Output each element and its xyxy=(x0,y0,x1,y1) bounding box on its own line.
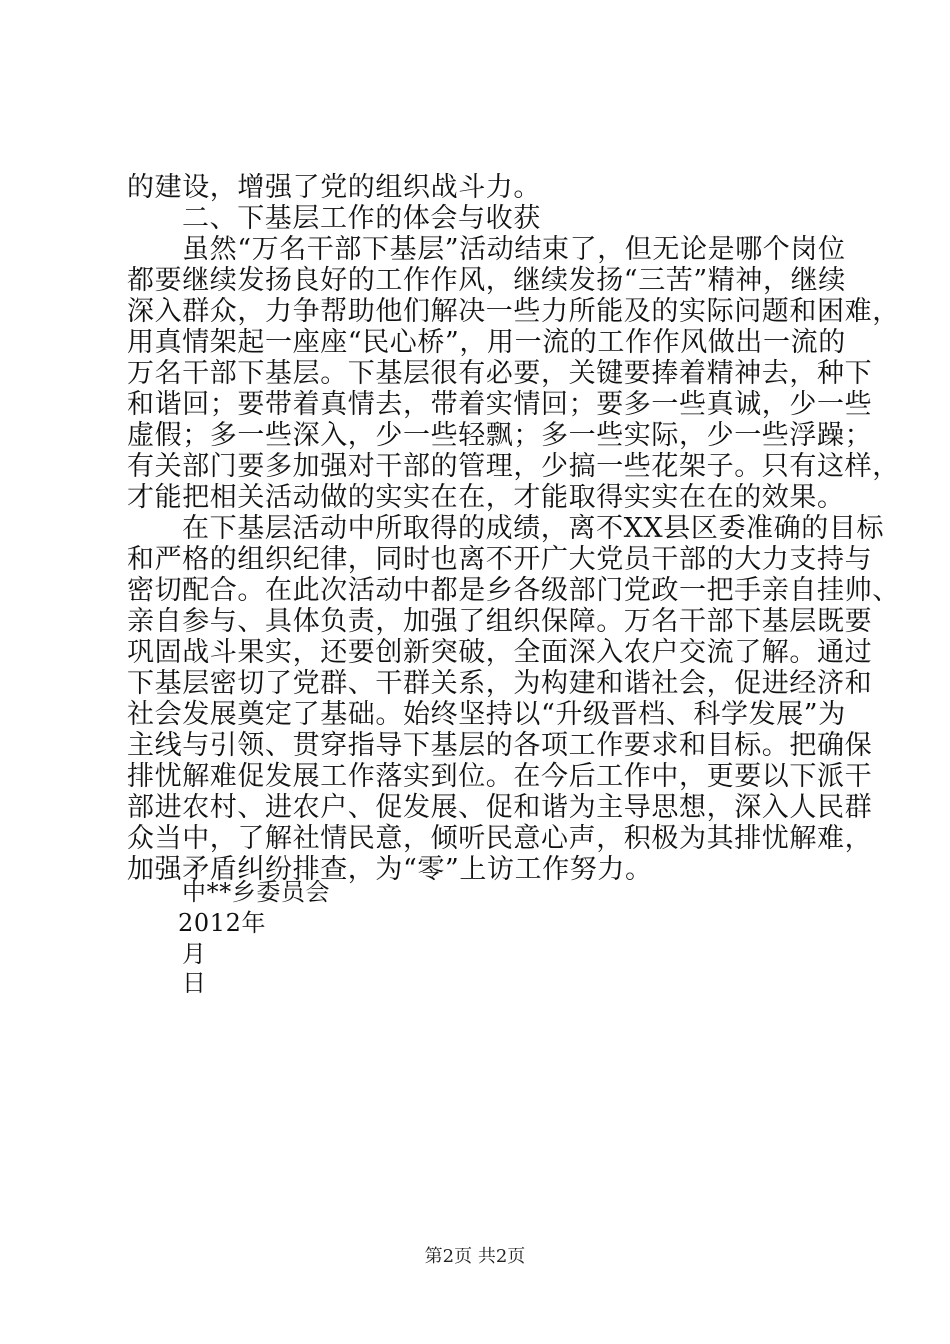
body-line: 密切配合。在此次活动中都是乡各级部门党政一把手亲自挂帅、 xyxy=(127,575,900,606)
body-line: 才能把相关活动做的实实在在，才能取得实实在在的效果。 xyxy=(127,482,845,513)
body-line: 虚假；多一些深入，少一些轻飘；多一些实际，少一些浮躁； xyxy=(127,420,873,451)
body-line: 都要继续发扬良好的工作作风，继续发扬“三苦”精神，继续 xyxy=(127,265,846,296)
body-line: 的建设，增强了党的组织战斗力。 xyxy=(127,172,541,203)
body-line: 众当中，了解社情民意，倾听民意心声，积极为其排忧解难， xyxy=(127,823,873,854)
page-footer: 第2页 共2页 xyxy=(424,1246,526,1267)
body-line: 有关部门要多加强对干部的管理，少搞一些花架子。只有这样， xyxy=(127,451,900,482)
body-line: 下基层密切了党群、干群关系，为构建和谐社会，促进经济和 xyxy=(127,668,873,699)
body-line: 社会发展奠定了基础。始终坚持以“升级晋档、科学发展”为 xyxy=(127,699,846,730)
body-line: 亲自参与、具体负责，加强了组织保障。万名干部下基层既要 xyxy=(127,606,873,637)
signature-day: 日 xyxy=(182,969,207,997)
body-line: 深入群众，力争帮助他们解决一些力所能及的实际问题和困难， xyxy=(127,296,900,327)
body-line: 在下基层活动中所取得的成绩，离不XX县区委准确的目标 xyxy=(182,513,885,544)
body-line: 排忧解难促发展工作落实到位。在今后工作中，更要以下派干 xyxy=(127,761,873,792)
signature-org: 中**乡委员会 xyxy=(182,878,331,906)
signature-month: 月 xyxy=(182,940,207,968)
body-line: 巩固战斗果实，还要创新突破，全面深入农户交流了解。通过 xyxy=(127,637,873,668)
signature-year: 2012年 xyxy=(178,909,267,937)
body-line: 虽然“万名干部下基层”活动结束了，但无论是哪个岗位 xyxy=(182,234,846,265)
body-line: 万名干部下基层。下基层很有必要，关键要捧着精神去，种下 xyxy=(127,358,873,389)
body-line: 和严格的组织纪律，同时也离不开广大党员干部的大力支持与 xyxy=(127,544,873,575)
body-line: 主线与引领、贯穿指导下基层的各项工作要求和目标。把确保 xyxy=(127,730,873,761)
body-line: 和谐回；要带着真情去，带着实情回；要多一些真诚，少一些 xyxy=(127,389,873,420)
body-line: 加强矛盾纠纷排查，为“零”上访工作努力。 xyxy=(127,854,653,885)
section-heading: 二、下基层工作的体会与收获 xyxy=(182,203,541,234)
body-line: 部进农村、进农户、促发展、促和谐为主导思想，深入人民群 xyxy=(127,792,873,823)
body-line: 用真情架起一座座“民心桥”，用一流的工作作风做出一流的 xyxy=(127,327,846,358)
